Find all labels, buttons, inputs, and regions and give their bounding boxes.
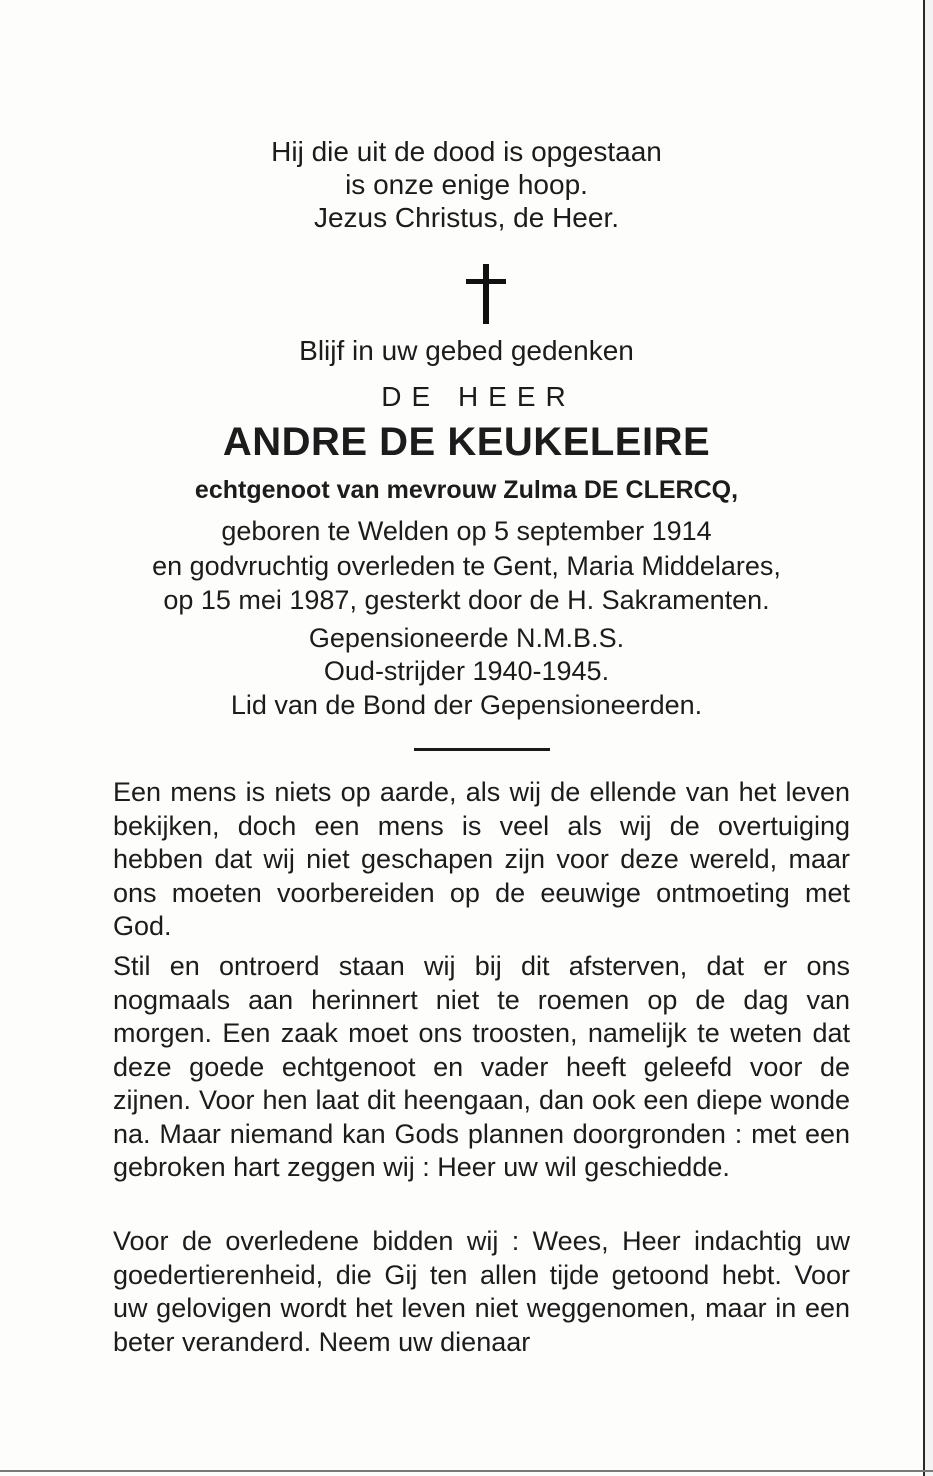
intro-text: Blijf in uw gebed gedenken	[299, 335, 634, 366]
card-edge-bottom	[0, 1470, 933, 1472]
verse-line-1: Hij die uit de dood is opgestaan	[271, 136, 662, 167]
divider-rule	[414, 748, 550, 751]
honorific: DE HEER	[381, 381, 576, 412]
deceased-name: ANDRE DE KEUKELEIRE	[222, 420, 711, 464]
cross-icon	[466, 264, 506, 324]
spouse-line: echtgenoot van mevrouw Zulma DE CLERCQ,	[194, 476, 739, 504]
death-date-line: op 15 mei 1987, gesterkt door de H. Sakramenten.	[163, 585, 770, 615]
paragraph-2: Stil en ontroerd staan wij bij dit afsterven, dat er ons nogmaals aan herinnert niet te roemen op de dag van morgen. Een zaak moet ons troosten, namelijk te weten dat deze goede echtgenoot en vader heeft geleefd voor de zijnen. Voor hen laat dit heengaan, dan ook een diepe wonde na. Maar niemand kan Gods plannen doorgronden : met een gebroken hart zeggen wij : Heer uw wil geschiedde.	[113, 951, 850, 1182]
paragraph-1: Een mens is niets op aarde, als wij de ellende van het leven bekijken, doch een mens is veel als wij de overtuiging hebben dat wij niet geschapen zijn voor deze wereld, maar ons moeten voorbereiden op de eeuwige ontmoeting met God.	[113, 777, 850, 941]
verse-line-3: Jezus Christus, de Heer.	[313, 202, 620, 233]
role-line-3: Lid van de Bond der Gepensioneerden.	[230, 690, 703, 720]
paragraph-3: Voor de overledene bidden wij : Wees, Heer indachtig uw goedertierenheid, die Gij ten allen tijde getoond hebt. Voor uw gelovigen wordt het leven niet weggenomen, maar in een beter veranderd. Neem uw dienaar	[113, 1226, 850, 1357]
role-line-2: Oud-strijder 1940-1945.	[323, 656, 610, 686]
verse-line-2: is onze enige hoop.	[345, 169, 588, 200]
role-line-1: Gepensioneerde N.M.B.S.	[308, 623, 625, 653]
birth-line: geboren te Welden op 5 september 1914	[221, 516, 712, 546]
death-line: en godvruchtig overleden te Gent, Maria Middelares,	[152, 551, 781, 581]
